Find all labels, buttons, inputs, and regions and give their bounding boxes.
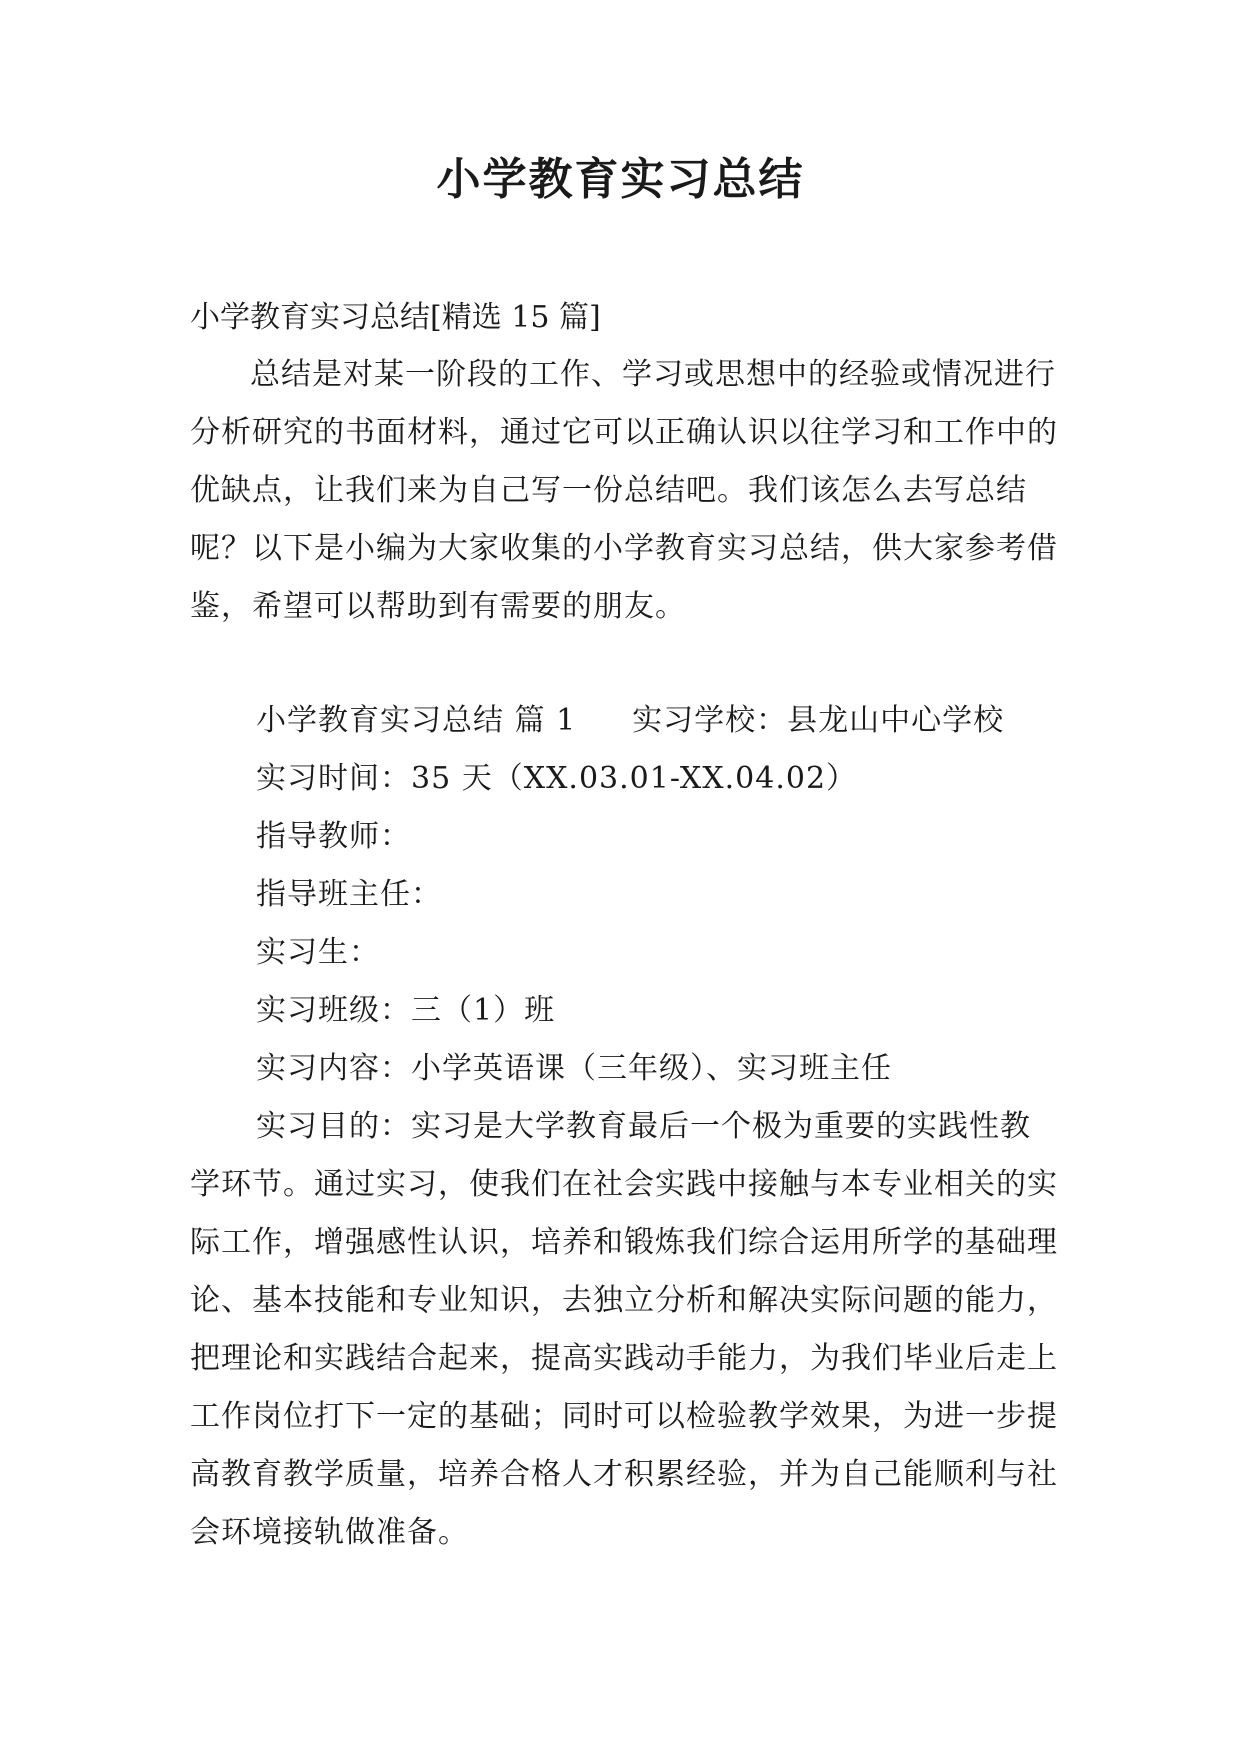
guiding-head-teacher: 指导班主任： bbox=[256, 877, 442, 912]
internship-content: 实习内容：小学英语课（三年级）、实习班主任 bbox=[256, 1051, 892, 1086]
document-body bbox=[190, 290, 1060, 1562]
intern-student: 实习生： bbox=[256, 935, 380, 970]
intro-paragraph: 总结是对某一阶段的工作、学习或思想中的经验或情况进行分析研究的书面材料，通过它可以正确认识以往学习和工作中的优缺点，让我们来为自己写一份总结吧。我们该怎么去写总结呢？以下是小编为大家收集的小学教育实习总结，供大家参考借鉴，希望可以帮助到有需要的朋友。 bbox=[190, 357, 1058, 624]
internship-time: 实习时间：35 天（XX.03.01-XX.04.02） bbox=[256, 761, 858, 796]
guiding-teacher: 指导教师： bbox=[256, 819, 411, 854]
internship-school: 实习学校：县龙山中心学校 bbox=[632, 703, 1005, 738]
section-gap bbox=[190, 636, 1060, 692]
internship-purpose-paragraph: 实习目的：实习是大学教育最后一个极为重要的实践性教学环节。通过实习，使我们在社会实践中接触与本专业相关的实际工作，增强感性认识，培养和锻炼我们综合运用所学的基础理论、基本技能和专业知识，去独立分析和解决实际问题的能力，把理论和实践结合起来，提高实践动手能力，为我们毕业后走上工作岗位打下一定的基础；同时可以检验教学效果，为进一步提高教育教学质量，培养合格人才积累经验，并为自己能顺利与社会环境接轨做准备。 bbox=[190, 1109, 1058, 1550]
internship-class: 实习班级：三（1）班 bbox=[256, 993, 556, 1028]
section-1-heading: 小学教育实习总结 篇 1 bbox=[256, 703, 577, 738]
document-subtitle: 小学教育实习总结[精选 15 篇] bbox=[190, 300, 601, 335]
document-title: 小学教育实习总结 bbox=[436, 154, 805, 205]
section-1-heading-line bbox=[190, 692, 1060, 750]
